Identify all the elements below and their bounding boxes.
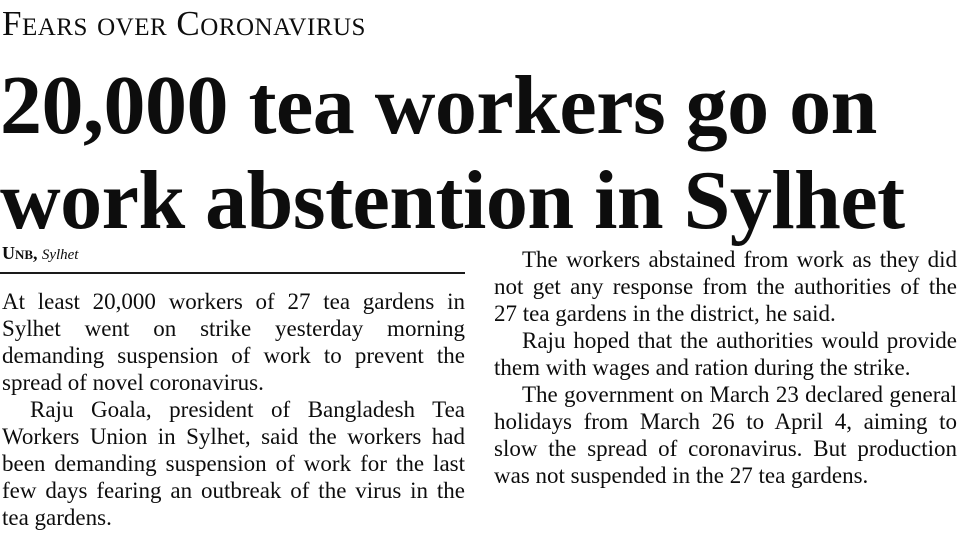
- paragraph-3: The workers abstained from work as they did not get any response from the authorities of the 27 tea gardens in the district, he said.: [494, 247, 957, 326]
- paragraph-5: The government on March 23 declared general holidays from March 26 to April 4, aiming to slow the spread of coronavirus. But production was not suspended in the 27 tea gardens.: [494, 382, 957, 488]
- byline-place: Sylhet: [41, 247, 79, 263]
- article-column-left: [2, 288, 465, 531]
- paragraph-2: Raju Goala, president of Bangladesh Tea Workers Union in Sylhet, said the workers had been demanding suspension of work for the last few days fearing an outbreak of the virus in the tea gardens.: [2, 397, 465, 530]
- byline-agency: Unb,: [2, 243, 38, 263]
- headline-line-2: work abstention in Sylhet: [0, 154, 905, 247]
- article-headline: [0, 58, 957, 248]
- article-column-right: [494, 246, 957, 489]
- article-kicker: Fears over Coronavirus: [2, 4, 366, 43]
- paragraph-4: Raju hoped that the authorities would provide them with wages and ration during the strike.: [494, 328, 957, 380]
- headline-line-1: 20,000 tea workers go on: [0, 59, 877, 152]
- paragraph-1: At least 20,000 workers of 27 tea gardens in Sylhet went on strike yesterday morning demanding suspension of work to prevent the spread of novel coronavirus.: [2, 289, 465, 395]
- byline: [2, 244, 78, 263]
- byline-divider: [0, 272, 465, 274]
